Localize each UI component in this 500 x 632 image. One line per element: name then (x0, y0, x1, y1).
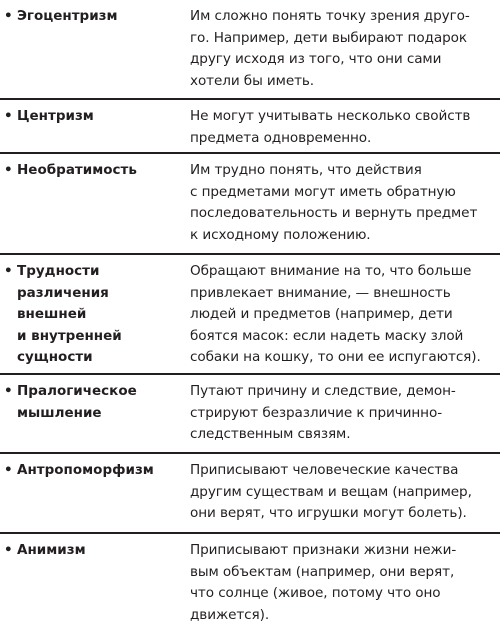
description-cell: Приписывают человеческие качества другим существам и вещам (например, они верят, что игрушки могут болеть). (190, 462, 472, 521)
description-cell: Обращают внимание на то, что больше привлекает внимание, — внешность людей и предметов (например, дети боятся масок: если надеть маску злой собаки на кошку, то они ее испугаются). (190, 263, 481, 365)
table-row (0, 100, 500, 152)
table-row (0, 255, 500, 373)
description-cell: Им сложно понять точку зрения друго- го. Например, дети выбирают подарок другу исходя из того, что они сами хотели бы иметь. (190, 8, 470, 89)
description-cell: Не могут учитывать несколько свойств предмета одновременно. (190, 108, 471, 146)
term-cell (4, 540, 184, 562)
term-label: Необратимость (17, 162, 137, 178)
description-cell: Путают причину и следствие, демон- стрируют безразличие к причинно- следственным связям. (190, 383, 456, 442)
term-cell (4, 106, 184, 128)
bullet-icon: • (4, 383, 13, 399)
term-cell (4, 460, 184, 482)
description-cell: Им трудно понять, что действия с предметами могут иметь обратную последовательность и вернуть предмет к исходному положению. (190, 162, 478, 243)
term-label: Центризм (17, 108, 94, 124)
bullet-icon: • (4, 162, 13, 178)
term-label: Эгоцентризм (17, 8, 118, 24)
bullet-icon: • (4, 108, 13, 124)
bullet-icon: • (4, 263, 13, 279)
term-cell (4, 381, 184, 424)
term-label: Анимизм (17, 542, 86, 558)
table-row (0, 454, 500, 532)
table-row (0, 154, 500, 253)
description-cell: Приписывают признаки жизни нежи- вым объектам (например, они верят, что солнце (живое, потому что оно движется). (190, 542, 457, 623)
term-label: Антропоморфизм (17, 462, 154, 478)
bullet-icon: • (4, 542, 13, 558)
bullet-icon: • (4, 8, 13, 24)
term-cell (4, 6, 184, 28)
term-cell (4, 160, 184, 182)
bullet-icon: • (4, 462, 13, 478)
table-row (0, 534, 500, 632)
term-cell (4, 261, 184, 369)
term-label: Трудности различения внешней и внутренней сущности (17, 263, 122, 365)
table-row (0, 375, 500, 452)
term-label: Пралогическое мышление (17, 383, 137, 421)
table-row (0, 0, 500, 98)
